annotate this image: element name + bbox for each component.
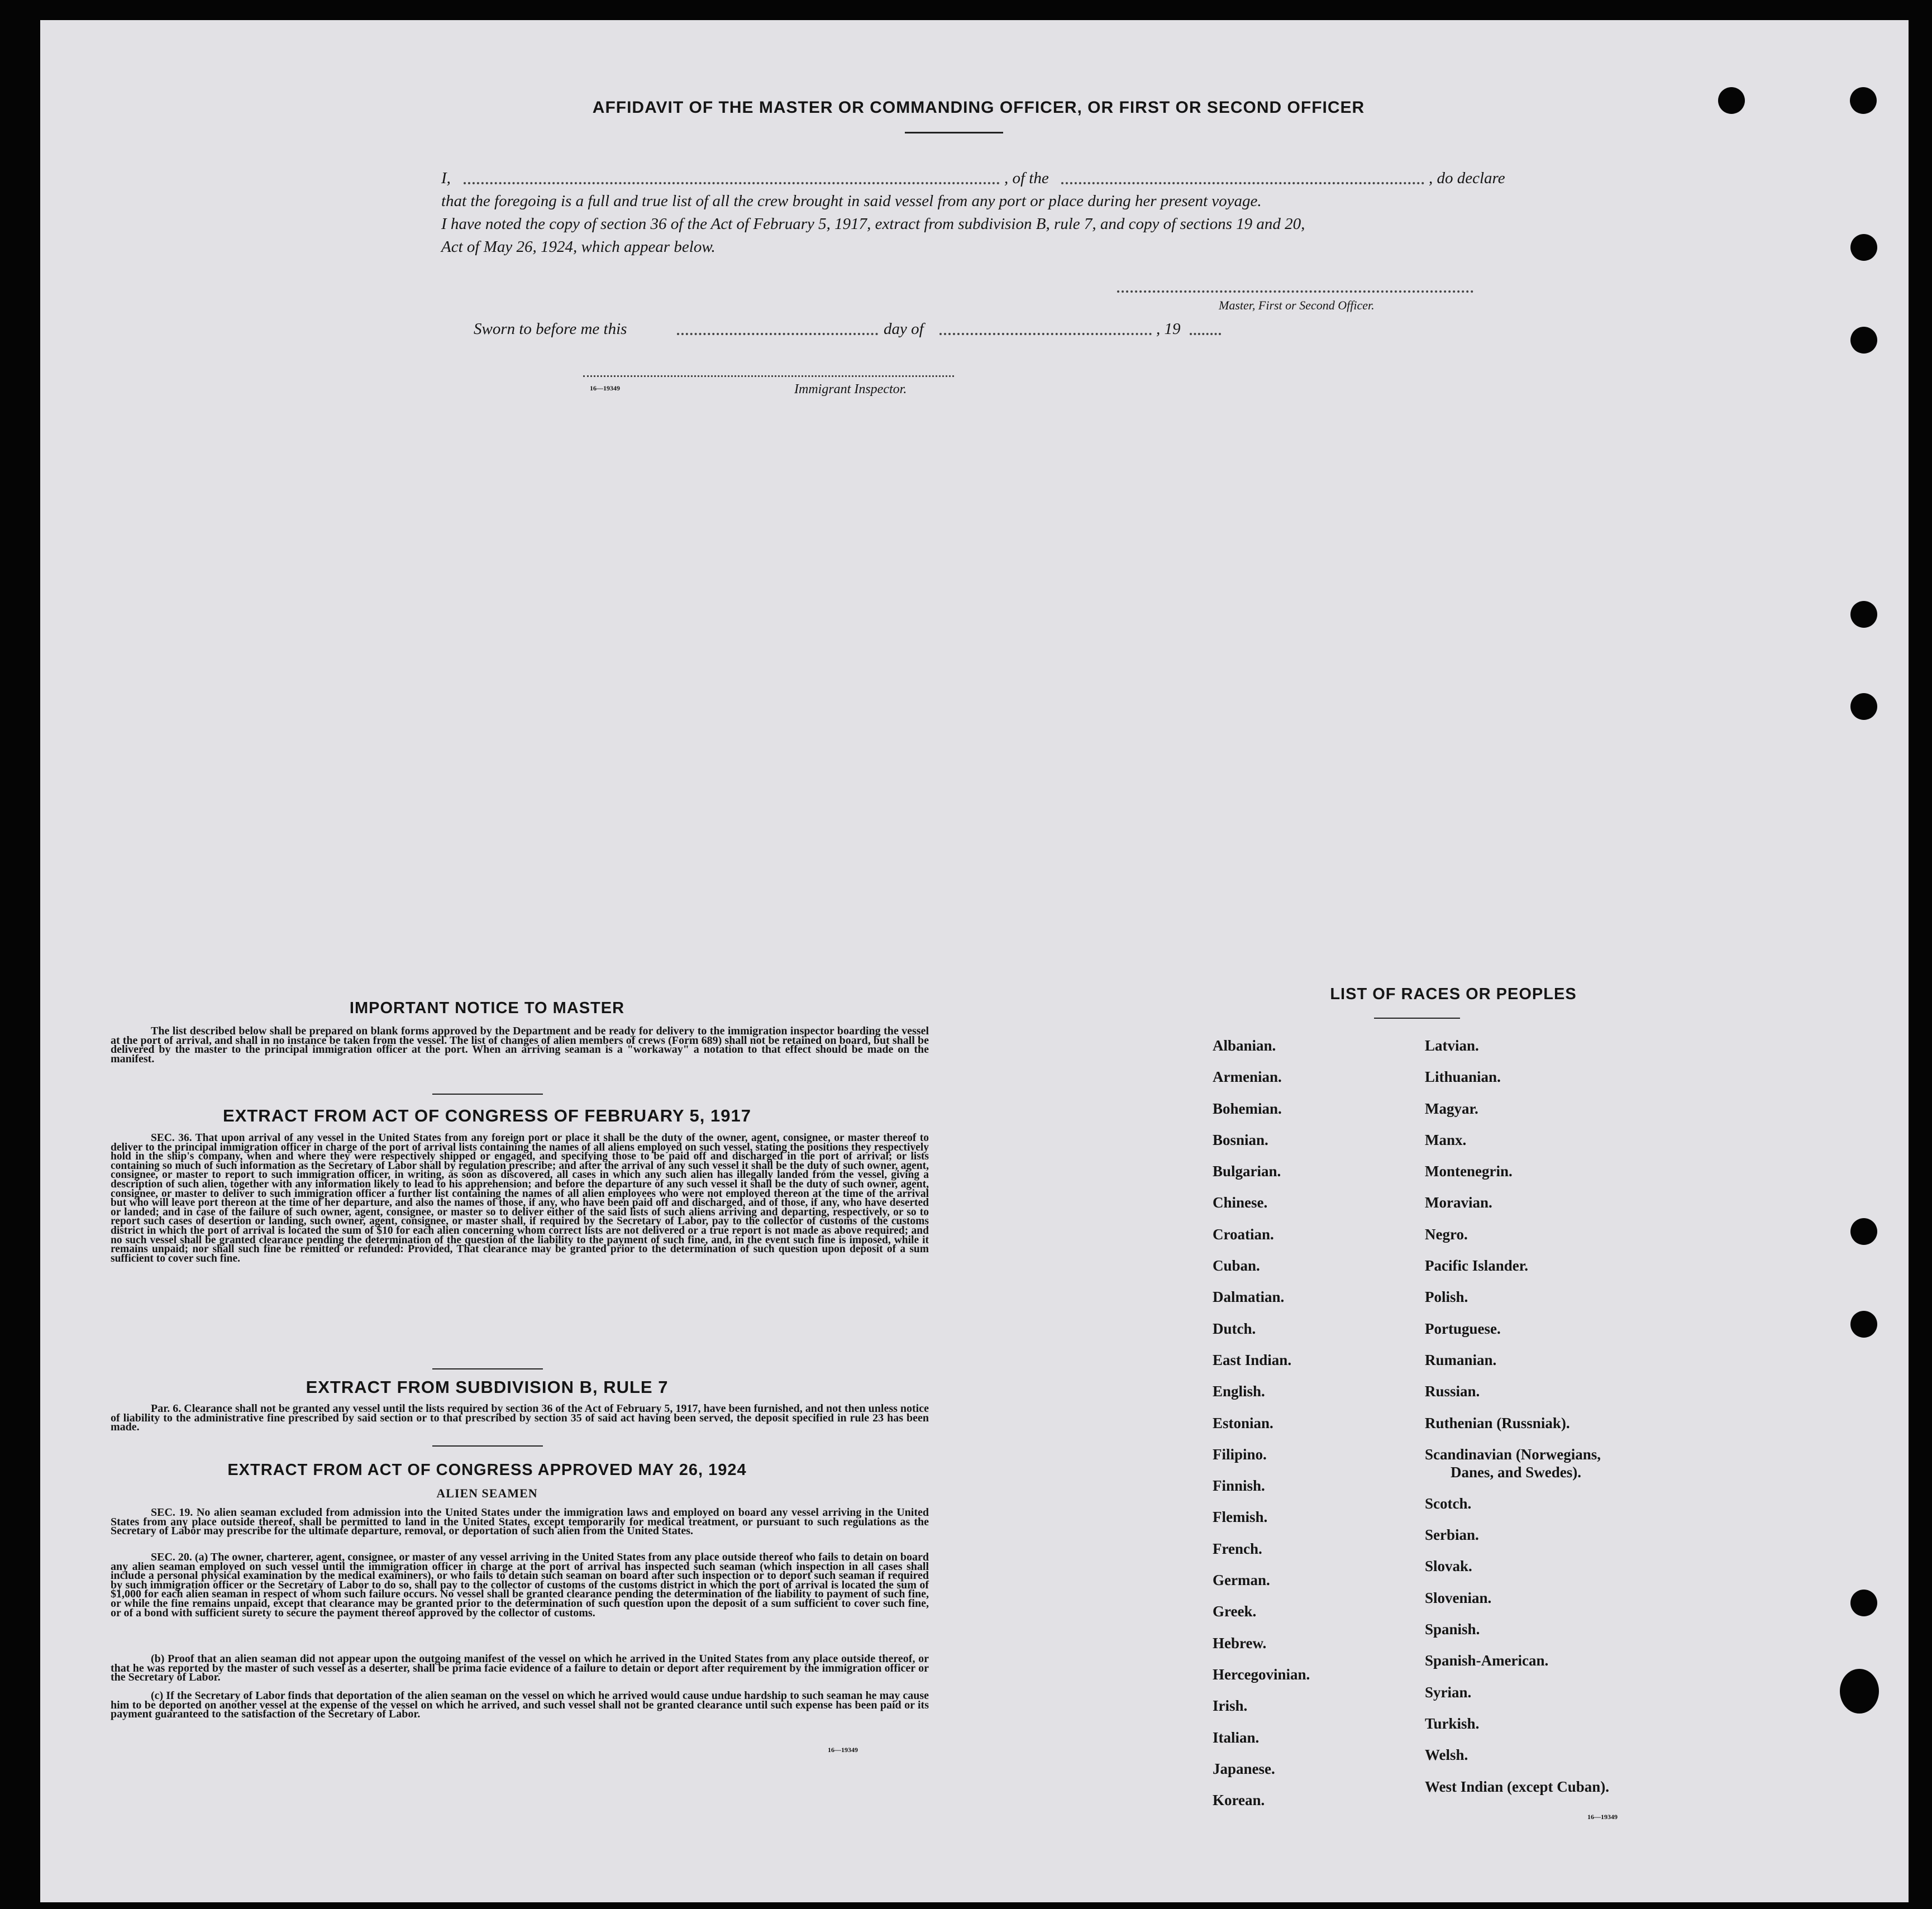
- race-item: Spanish-American.: [1425, 1652, 1549, 1669]
- race-item: German.: [1213, 1572, 1270, 1589]
- extract-1917-body: SEC. 36. That upon arrival of any vessel in the United States from any foreign port or place it shall be the duty of the owner, agent, consignee, or master thereof to deliver to the principal immigration officer in charge of the port of arrival lists containing the names of all aliens employed on such vessel, stating the positions they respectively hold in the ship's company, when and where they were respectively shipped or engaged, and specifying those to be paid off and discharged in the port of arrival; or lists containing so much of such information as the Secretary of Labor shall by regulation prescribe; and after the arrival of any such vessel it shall be the duty of such owner, agent, consignee, or master to report to such immigration officer, in writing, as soon as discovered, all cases in which any such alien has illegally landed from the vessel, giving a description of such alien, together with any information likely to lead to his apprehension; and before the departure of any such vessel it shall be the duty of such owner, agent, consignee, or master to deliver to such immigration officer a further list containing the names of all alien employees who were not employed thereon at the time of the arrival but who will leave port thereon at the time of her departure, and also the names of those, if any, who have been paid off and discharged, and of those, if any, who have deserted or landed; and in case of the failure of such owner, agent, consignee, or master so to deliver either of the said lists of such aliens arriving and departing, respectively, or so to report such cases of desertion or landing, such owner, agent, consignee, or master shall, if required by the Secretary of Labor, pay to the collector of customs of the customs district in which the port of arrival is located the sum of $10 for each alien concerning whom correct lists are not delivered or a true report is not made as above required; and no such vessel shall be granted clearance pending the determination of the question of the liability to the payment of such fine, and, in the event such fine is imposed, while it remains unpaid; nor shall such fine be remitted or refunded: Provided, That clearance may be granted prior to the determination of such question upon deposit of a sum sufficient to cover such fine.: [111, 1132, 929, 1264]
- race-item: West Indian (except Cuban).: [1425, 1778, 1610, 1795]
- race-item: Italian.: [1213, 1729, 1260, 1746]
- punch-hole: [1850, 601, 1877, 628]
- year-prefix-label: , 19: [1156, 320, 1181, 338]
- master-signature-label: Master, First or Second Officer.: [1219, 298, 1375, 312]
- race-item: Syrian.: [1425, 1683, 1472, 1701]
- race-item: Moravian.: [1425, 1194, 1492, 1211]
- race-item: Manx.: [1425, 1131, 1467, 1148]
- punch-hole: [1850, 1218, 1877, 1245]
- race-item: Scandinavian (Norwegians,: [1425, 1445, 1601, 1463]
- race-item: Albanian.: [1213, 1037, 1276, 1054]
- sworn-label: Sworn to before me this: [474, 320, 627, 338]
- race-item: Armenian.: [1213, 1068, 1282, 1086]
- punch-hole: [1850, 693, 1877, 720]
- race-item: Estonian.: [1213, 1414, 1273, 1431]
- sworn-day-field[interactable]: [677, 333, 878, 335]
- sec20b-body: (b) Proof that an alien seaman did not appear upon the outgoing manifest of the vessel on which he arrived in the United States from any place outside thereof, or that he was reported by the master of such vessel as a deserter, shall be prima facie evidence of a failure to detain or deport after requirement by the immigration officer or the Secretary of Labor.: [111, 1653, 929, 1684]
- race-item: Bohemian.: [1213, 1100, 1282, 1117]
- notice-title: IMPORTANT NOTICE TO MASTER: [349, 999, 625, 1017]
- race-item: Latvian.: [1425, 1037, 1479, 1054]
- race-item: Hebrew.: [1213, 1634, 1267, 1652]
- form-number: 16—19349: [1587, 1813, 1618, 1821]
- race-item: Polish.: [1425, 1288, 1468, 1306]
- form-number: 16—19349: [828, 1746, 858, 1754]
- race-item: Slovak.: [1425, 1558, 1472, 1575]
- races-title-rule: [1374, 1018, 1460, 1019]
- affidavit-line-1: [441, 166, 1514, 190]
- sworn-year-field[interactable]: [1190, 333, 1221, 335]
- race-item: French.: [1213, 1540, 1262, 1557]
- sec20c-body: (c) If the Secretary of Labor finds that deportation of the alien seaman on the vessel on which he arrived would cause undue hardship to such seaman he may cause him to be deported on another vessel at the expense of the vessel on which he arrived, and such vessel shall not be granted clearance until such expense has been paid or its payment guaranteed to the satisfaction of the Secretary of Labor.: [111, 1690, 929, 1721]
- races-right-column: [1425, 1037, 1659, 1809]
- race-item: Slovenian.: [1425, 1589, 1492, 1606]
- name-field[interactable]: [464, 182, 1000, 184]
- race-item: Flemish.: [1213, 1509, 1268, 1526]
- punch-hole: [1718, 87, 1745, 114]
- race-item: Spanish.: [1425, 1621, 1480, 1638]
- race-item: Cuban.: [1213, 1257, 1260, 1275]
- race-item: Magyar.: [1425, 1100, 1478, 1117]
- race-item: Dalmatian.: [1213, 1288, 1285, 1306]
- punch-hole: [1850, 1590, 1877, 1616]
- i-label: I,: [441, 169, 451, 187]
- race-item: Japanese.: [1213, 1760, 1275, 1777]
- race-item: Turkish.: [1425, 1715, 1480, 1732]
- race-item: Montenegrin.: [1425, 1163, 1513, 1180]
- extract-rule7-body: Par. 6. Clearance shall not be granted any vessel until the lists required by section 36 of the Act of February 5, 1917, have been furnished, and not then unless notice of liability to the administrative fine prescribed by said section or to that prescribed by section 35 of said act having been served, the deposit specified in rule 23 has been made.: [111, 1402, 929, 1434]
- race-item: Welsh.: [1425, 1746, 1468, 1764]
- race-item: Russian.: [1425, 1383, 1480, 1400]
- sworn-month-field[interactable]: [939, 333, 1152, 335]
- extract-1917-title: EXTRACT FROM ACT OF CONGRESS OF FEBRUARY 5, 1917: [223, 1106, 751, 1125]
- section-divider: [432, 1445, 543, 1447]
- punch-hole: [1840, 1669, 1879, 1714]
- race-item: Serbian.: [1425, 1526, 1479, 1544]
- extract-1924-title: EXTRACT FROM ACT OF CONGRESS APPROVED MAY 26, 1924: [227, 1461, 747, 1479]
- punch-hole: [1850, 327, 1877, 354]
- affidavit-line-3: I have noted the copy of section 36 of the Act of February 5, 1917, extract from subdivision B, rule 7, and copy of sections 19 and 20,: [441, 215, 1305, 233]
- races-left-column: [1213, 1037, 1391, 1822]
- form-number: 16—19349: [590, 384, 620, 392]
- section-divider: [432, 1368, 543, 1369]
- of-the-label: , of the: [1004, 169, 1049, 187]
- race-item: Irish.: [1213, 1697, 1248, 1715]
- race-item: Dutch.: [1213, 1320, 1256, 1337]
- race-item: Ruthenian (Russniak).: [1425, 1414, 1570, 1431]
- race-item: Greek.: [1213, 1603, 1257, 1620]
- sworn-line: [474, 317, 1278, 341]
- do-declare-label: , do declare: [1429, 169, 1505, 187]
- affidavit-title: AFFIDAVIT OF THE MASTER OR COMMANDING OFFICER, OR FIRST OR SECOND OFFICER: [592, 98, 1365, 117]
- race-item: Pacific Islander.: [1425, 1257, 1528, 1275]
- race-item: Scotch.: [1425, 1495, 1472, 1512]
- extract-1924-subtitle: ALIEN SEAMEN: [436, 1486, 538, 1500]
- race-item: Finnish.: [1213, 1477, 1265, 1495]
- race-item: Hercegovinian.: [1213, 1665, 1310, 1683]
- race-item: Korean.: [1213, 1792, 1265, 1809]
- sec19-body: SEC. 19. No alien seaman excluded from admission into the United States under the immigration laws and employed on board any vessel arriving in the United States from any place outside thereof, shall be permitted to land in the United States, except temporarily for medical treatment, or pursuant to such regulations as the Secretary of Labor may prescribe for the ultimate departure, removal, or deportation of such alien from the United States.: [111, 1506, 929, 1538]
- master-signature-line[interactable]: [1117, 290, 1473, 293]
- inspector-label: Immigrant Inspector.: [794, 382, 907, 397]
- notice-body: The list described below shall be prepared on blank forms approved by the Department and be ready for delivery to the immigration inspector boarding the vessel at the port of arrival, and shall in no instance be taken from the vessel. The list of changes of alien members of crews (Form 689) shall not be retained on board, but shall be delivered by the master to the principal immigration officer at the port. When an arriving seaman is a "workaway" a notation to that effect should be made on the manifest.: [111, 1025, 929, 1065]
- races-title: LIST OF RACES OR PEOPLES: [1330, 985, 1577, 1003]
- extract-rule7-title: EXTRACT FROM SUBDIVISION B, RULE 7: [306, 1377, 669, 1397]
- race-item: Lithuanian.: [1425, 1068, 1501, 1086]
- punch-hole: [1850, 234, 1877, 261]
- race-item: Negro.: [1425, 1225, 1468, 1243]
- affidavit-line-2: that the foregoing is a full and true list of all the crew brought in said vessel from any port or place during her present voyage.: [441, 192, 1262, 210]
- race-item: Bosnian.: [1213, 1131, 1268, 1148]
- race-item: Chinese.: [1213, 1194, 1268, 1211]
- vessel-field[interactable]: [1061, 182, 1424, 184]
- race-item: Portuguese.: [1425, 1320, 1501, 1337]
- race-item: Croatian.: [1213, 1225, 1274, 1243]
- day-of-label: day of: [884, 320, 924, 338]
- section-divider: [432, 1094, 543, 1095]
- punch-hole: [1850, 87, 1877, 114]
- affidavit-line-4: Act of May 26, 1924, which appear below.: [441, 238, 715, 256]
- document-sheet: [40, 20, 1909, 1902]
- race-item: Rumanian.: [1425, 1351, 1497, 1368]
- punch-hole: [1850, 1311, 1877, 1338]
- inspector-signature-line[interactable]: [583, 375, 954, 377]
- race-item: Filipino.: [1213, 1445, 1267, 1463]
- sec20a-body: SEC. 20. (a) The owner, charterer, agent, consignee, or master of any vessel arriving in the United States from any place outside thereof who fails to detain on board any alien seaman employed on such vessel until the immigration officer in charge at the port of arrival has inspected such seaman (which inspection in all cases shall include a personal physical examination by the medical examiners), or who fails to detain such seaman on board after such inspection or to deport such seaman if required by such immigration officer or the Secretary of Labor to do so, shall pay to the collector of customs of the customs district in which the port of arrival is located the sum of $1,000 for each alien seaman in respect of whom such failure occurs. No vessel shall be granted clearance pending the determination of the liability to payment of such fine, or while the fine remains unpaid, except that clearance may be granted prior to the determination of such question upon the deposit of a sum sufficient to cover such fine, or of a bond with sufficient surety to secure the payment thereof approved by the collector of customs.: [111, 1551, 929, 1619]
- race-item: Bulgarian.: [1213, 1163, 1281, 1180]
- race-item: English.: [1213, 1383, 1265, 1400]
- race-item: Danes, and Swedes).: [1451, 1463, 1582, 1481]
- affidavit-title-rule: [905, 132, 1003, 133]
- race-item: East Indian.: [1213, 1351, 1292, 1368]
